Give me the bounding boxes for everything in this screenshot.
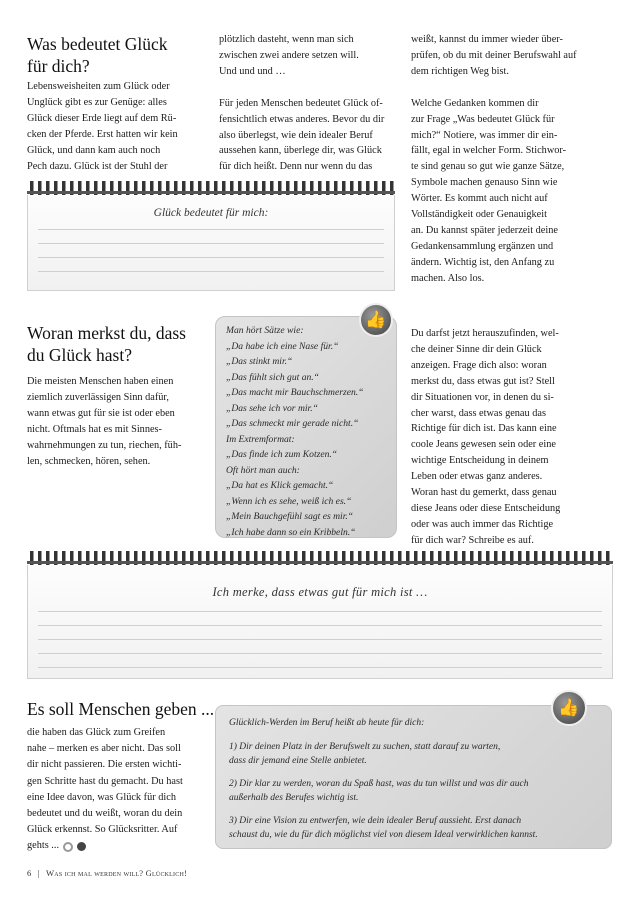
section3-col1: die haben das Glück zum Greifen nahe – merken es aber nicht. Das soll dir nicht passieren. Die ersten wichti- gen Schritte hast du gemacht. Du hast eine Idee davon, was Glück für dich bedeutet und du weißt, woran du dein Glück erkennst. So Glücksritter. Auf gehts ... <box>27 727 183 852</box>
quote-list: Man hört Sätze wie: „Da habe ich eine Nase für.“ „Das stinkt mir.“ „Das fühlt sich gut an.“ „Das macht mir Bauchschmerzen.“ „Das sehe ich vor mir.“ „Das schmeckt mir gerade nicht.“ Im Extremformat: „Das finde ich zum Kotzen.“ Oft hört man auch: „Da hat es Klick gemacht.“ „Wenn ich es sehe, weiß ich es.“ „Mein Bauchgefühl sagt es mir.“ „Ich habe dann so ein Kribbeln.“ <box>226 325 364 538</box>
summary-content <box>229 716 601 842</box>
quote-bubble <box>215 316 397 538</box>
notebook-paper[interactable] <box>27 565 613 679</box>
spiral-binding <box>27 181 395 195</box>
notebook-paper[interactable] <box>27 195 395 291</box>
page-footer: 6 | Was ich mal werden will? Glücklich! <box>27 868 188 878</box>
summary-box <box>215 705 612 849</box>
notebook-title: Glück bedeutet für mich: <box>153 207 269 219</box>
dot-bullet-icon <box>77 842 86 851</box>
thumbs-up-icon: 👍 <box>359 303 393 337</box>
notebook-glueck <box>27 181 395 291</box>
summary-title: Glücklich-Werden im Beruf heißt ab heute für dich: <box>229 718 425 728</box>
section1-heading: Was bedeutet Glück für dich? <box>27 34 168 76</box>
ring-bullet-icon <box>63 842 73 852</box>
summary-item-1: 1) Dir deinen Platz in der Berufswelt zu suchen, statt darauf zu warten, dass dir jemand eine Stelle anbietet. <box>229 742 501 766</box>
section2-col3: Du darfst jetzt herauszufinden, wel- che deiner Sinne dir dein Glück anzeigen. Frage dich also: woran merkst du, dass etwas gut ist? Stell dir Situationen vor, in denen du si- cher warst, dass etwas genau das Richtige für dich ist. Das kann eine coole Jeans gewesen sein oder eine wichtige Entscheidung in deinem Leben oder etwas ganz anderes. Woran hast du gemerkt, dass genau diese Jeans oder diese Entscheidung oder was auch immer das Richtige für dich war? Schreibe es auf. <box>411 328 561 546</box>
spiral-binding <box>27 551 613 565</box>
notebook-merke <box>27 551 613 679</box>
footer-title: Was ich mal werden will? Glücklich! <box>45 868 188 878</box>
section3-heading: Es soll Menschen geben ... <box>27 699 215 719</box>
section1-col3: weißt, kannst du immer wieder über- prüfen, ob du mit deiner Berufswahl auf dem richtigen Weg bist. Welche Gedanken kommen dir zur Frage „Was bedeutet Glück für mich?“ Notiere, was immer dir ein- fällt, egal in welcher Form. Stichwor- te sind genau so gut wie ganze Sätze, Symbole machen genauso Sinn wie Wörter. Es kommt auch nicht auf Vollständigkeit oder Genauigkeit an. Du kannst später jederzeit deine Gedankensammlung ergänzen und ändern. Wichtig ist, den Anfang zu machen. Also los. <box>411 34 577 284</box>
notebook-title: Ich merke, dass etwas gut für mich ist … <box>212 585 428 599</box>
page-number: 6 <box>27 868 32 878</box>
section1-col1: Lebensweisheiten zum Glück oder Unglück gibt es zur Genüge: alles Glück dieser Erde liegt auf dem Rü- cken der Pferde. Erst hatten wir kein Glück, und dann kam auch noch Pech dazu. Glück ist der Stuhl der <box>27 81 178 172</box>
section2-col1: Die meisten Menschen haben einen ziemlich zuverlässigen Sinn dafür, wann etwas gut für sie ist oder eben nicht. Oftmals hat es mit Sinnes- wahrnehmungen zu tun, riechen, füh- len, schmecken, hören, sehen. <box>27 376 182 467</box>
thumbs-up-icon: 👍 <box>551 690 587 726</box>
section2-heading: Woran merkst du, dass du Glück hast? <box>27 323 186 365</box>
section1-col2: plötzlich dasteht, wenn man sich zwischen zwei andere setzen will. Und und und … Für jeden Menschen bedeutet Glück of- fensichtlich etwas anderes. Bevor du dir also überlegst, wie dein idealer Beruf aussehen kann, überlege dir, was Glück für dich heißt. Denn nur wenn du das <box>219 34 385 173</box>
summary-item-3: 3) Dir eine Vision zu entwerfen, wie dein idealer Beruf aussieht. Erst danach schaust du, wie du für dich möglichst viel von diesem Ideal verwirklichen kannst. <box>229 816 538 840</box>
summary-item-2: 2) Dir klar zu werden, woran du Spaß hast, was du tun willst und was dir auch außerhalb des Berufes wichtig ist. <box>229 779 529 803</box>
